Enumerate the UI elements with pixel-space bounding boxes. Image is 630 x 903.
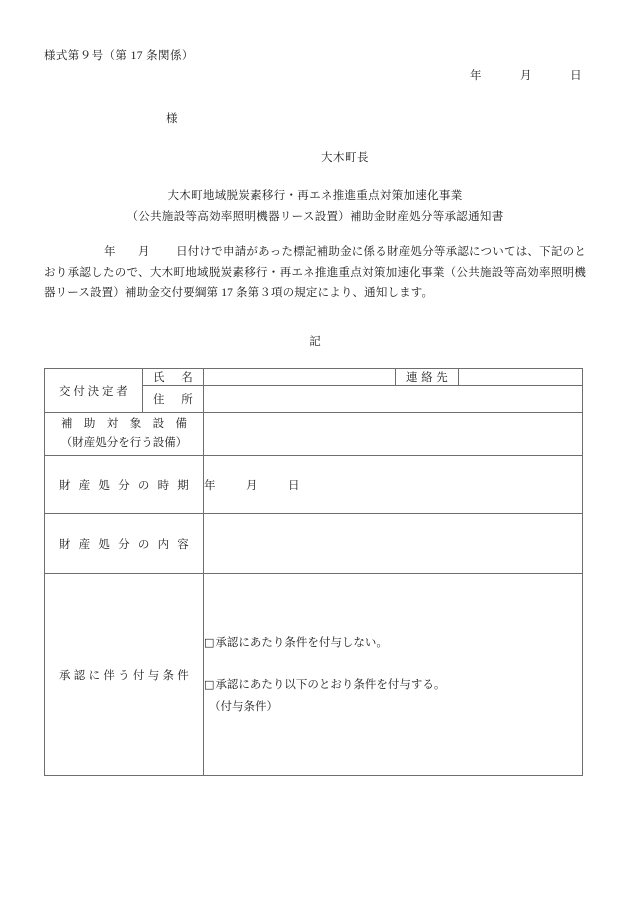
- disposal-time-year: 年: [204, 479, 216, 492]
- issue-date-month: 月: [520, 70, 532, 82]
- cell-disposal-time-value[interactable]: [204, 456, 583, 514]
- contact-label: 連絡先: [406, 372, 448, 384]
- condition-option-no-conditions[interactable]: [204, 633, 582, 653]
- form-number: 様式第９号（第 17 条関係）: [44, 50, 194, 62]
- table-row: [45, 413, 583, 456]
- cell-decider-label: [45, 369, 143, 413]
- condition-sub-label: （付与条件）: [209, 700, 278, 713]
- issue-date-line: [470, 67, 582, 83]
- body-date-month: 月: [138, 246, 150, 258]
- checkbox-icon[interactable]: □: [204, 677, 215, 691]
- table-row: [45, 369, 583, 386]
- cell-contact-value[interactable]: [459, 369, 583, 386]
- cell-disposal-time-label: [45, 456, 204, 514]
- body-date-day-text: 日付けで申請があった標記補助金に係る財産処分等承認については、下記の: [176, 246, 575, 258]
- cell-address-value[interactable]: [204, 386, 583, 413]
- body-paragraph: [44, 242, 586, 304]
- table-row: [45, 514, 583, 574]
- equipment-label-line2: （財産処分を行う設備）: [60, 437, 188, 449]
- condition-option-2-label: 承認にあたり以下のとおり条件を付与する。: [215, 678, 446, 691]
- issuer-name: 大木町長: [321, 152, 369, 164]
- disposal-time-label: 財産処分の時期: [59, 479, 189, 492]
- table-row: [45, 456, 583, 514]
- condition-option-with-conditions[interactable]: [204, 675, 582, 717]
- issue-date-year: 年: [470, 70, 482, 82]
- cell-conditions-value[interactable]: [204, 574, 583, 776]
- title-line-2: （公共施設等高効率照明機器リース設置）補助金財産処分等承認通知書: [126, 211, 504, 223]
- body-date-year: 年: [104, 246, 116, 258]
- cell-name-value[interactable]: [204, 369, 396, 386]
- address-label: 住 所: [153, 394, 193, 406]
- cell-name-label: [143, 369, 204, 386]
- title-line-1: 大木町地域脱炭素移行・再エネ推進重点対策加速化事業: [167, 190, 463, 202]
- cell-equipment-value[interactable]: [204, 413, 583, 456]
- cell-contact-label: [396, 369, 459, 386]
- document-title: [0, 186, 630, 228]
- cell-disposal-content-value[interactable]: [204, 514, 583, 574]
- disposal-approval-table: [44, 368, 583, 776]
- cell-equipment-label: [45, 413, 204, 456]
- name-label: 氏 名: [153, 372, 193, 384]
- checkbox-icon[interactable]: □: [204, 635, 215, 649]
- table-row: [45, 574, 583, 776]
- cell-address-label: [143, 386, 204, 413]
- body-rest-text: とおり承認したので、大木町地域脱炭素移行・再エネ推進重点対策加速化事業（公共施設等高効率照明機器リース設置）補助金交付要綱第 17 条第３項の規定により、通知します。: [44, 246, 586, 299]
- disposal-content-label: 財産処分の内容: [59, 538, 189, 551]
- conditions-label: 承認に伴う付与条件: [59, 669, 189, 682]
- disposal-time-day: 日: [288, 479, 300, 492]
- decider-label: 交付決定者: [59, 385, 128, 398]
- equipment-label-line1: 補助対象設備: [61, 418, 187, 430]
- cell-disposal-content-label: [45, 514, 204, 574]
- disposal-time-month: 月: [246, 479, 258, 492]
- issue-date-day: 日: [570, 70, 582, 82]
- addressee-honorific: 様: [166, 113, 178, 125]
- condition-option-1-label: 承認にあたり条件を付与しない。: [215, 636, 388, 649]
- cell-conditions-label: [45, 574, 204, 776]
- ki-heading: 記: [309, 336, 321, 348]
